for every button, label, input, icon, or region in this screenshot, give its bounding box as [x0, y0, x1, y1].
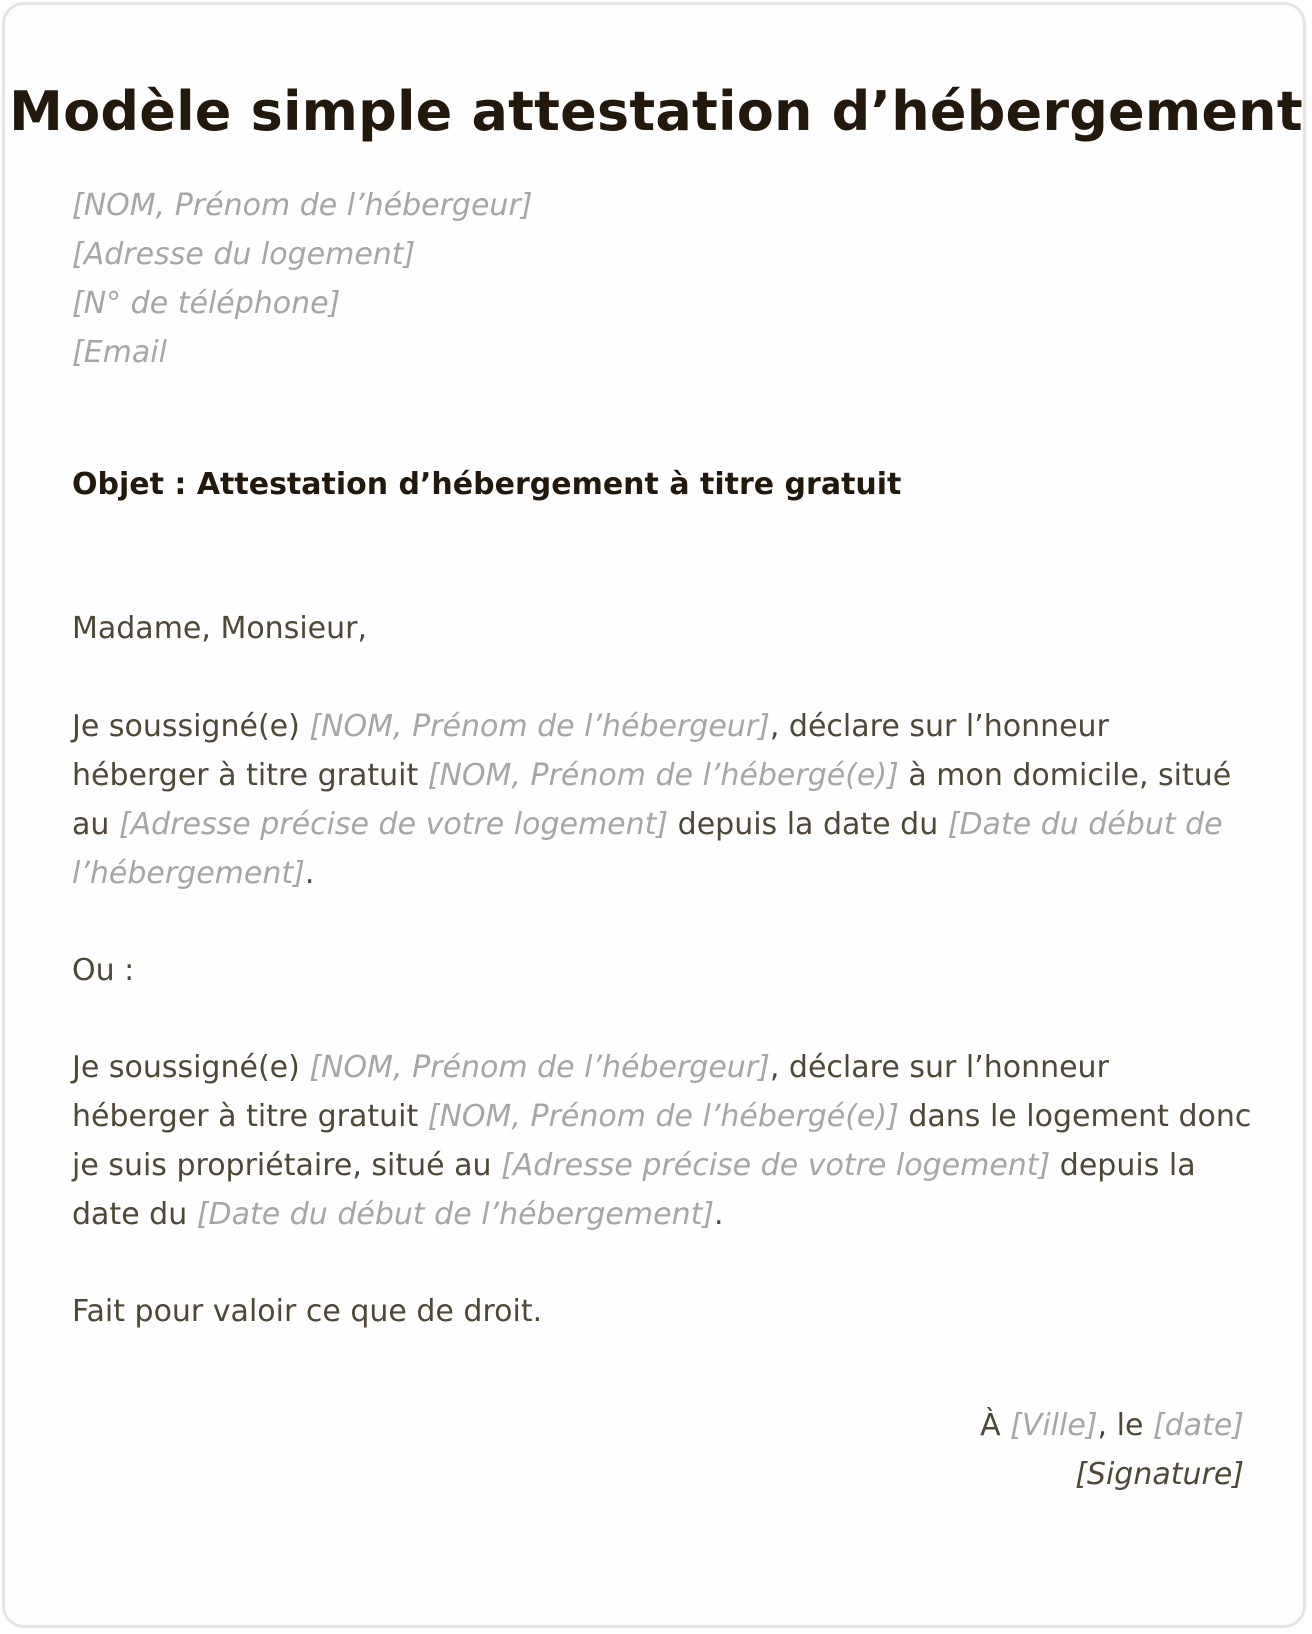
text: héberger à titre gratuit — [72, 758, 428, 793]
text: je suis propriétaire, situé au — [72, 1148, 502, 1183]
text: dans le logement donc — [898, 1099, 1252, 1134]
sender-phone-placeholder: [N° de téléphone] — [72, 286, 341, 321]
paragraph2-line3 — [72, 1148, 1196, 1183]
sender-name-placeholder: [NOM, Prénom de l’hébergeur] — [72, 188, 533, 223]
text: . — [304, 856, 315, 891]
text: , déclare sur l’honneur — [769, 1050, 1109, 1085]
host-name-placeholder: [NOM, Prénom de l’hébergeur] — [309, 709, 770, 744]
start-date-placeholder-cont: l’hébergement] — [72, 856, 305, 891]
text: À — [980, 1408, 1011, 1443]
subject-line: Objet : Attestation d’hébergement à titre gratuit — [72, 467, 902, 502]
document-title: Modèle simple attestation d’hébergement — [9, 80, 1303, 143]
paragraph1-line4 — [72, 856, 314, 891]
paragraph2-line4 — [72, 1197, 724, 1232]
closing-line: Fait pour valoir ce que de droit. — [72, 1294, 543, 1329]
text: depuis la — [1050, 1148, 1196, 1183]
text: héberger à titre gratuit — [72, 1099, 428, 1134]
start-date-placeholder: [Date du début de — [947, 807, 1223, 842]
or-label: Ou : — [72, 953, 135, 988]
text: , déclare sur l’honneur — [769, 709, 1109, 744]
salutation: Madame, Monsieur, — [72, 611, 368, 646]
sender-email-placeholder: [Email — [72, 335, 167, 370]
signature-placeholder: [Signature] — [1075, 1457, 1244, 1492]
paragraph1-line1 — [72, 709, 1109, 744]
place-date-line — [980, 1408, 1244, 1443]
text: Je soussigné(e) — [72, 709, 310, 744]
address-placeholder: [Adresse précise de votre logement] — [118, 807, 669, 842]
guest-name-placeholder: [NOM, Prénom de l’hébergé(e)] — [427, 1099, 899, 1134]
sender-address-placeholder: [Adresse du logement] — [72, 237, 416, 272]
text: Je soussigné(e) — [72, 1050, 310, 1085]
date-placeholder: [date] — [1152, 1408, 1244, 1443]
text: depuis la date du — [668, 807, 948, 842]
paragraph1-line3 — [72, 807, 1223, 842]
guest-name-placeholder: [NOM, Prénom de l’hébergé(e)] — [427, 758, 899, 793]
paragraph2-line1 — [72, 1050, 1109, 1085]
host-name-placeholder: [NOM, Prénom de l’hébergeur] — [309, 1050, 770, 1085]
text: , le — [1097, 1408, 1153, 1443]
text: à mon domicile, situé — [898, 758, 1232, 793]
text: date du — [72, 1197, 197, 1232]
text: au — [72, 807, 119, 842]
text: . — [714, 1197, 724, 1232]
start-date-placeholder: [Date du début de l’hébergement] — [196, 1197, 715, 1232]
paragraph1-line2 — [72, 758, 1231, 793]
address-placeholder: [Adresse précise de votre logement] — [501, 1148, 1051, 1183]
paragraph2-line2 — [72, 1099, 1251, 1134]
city-placeholder: [Ville] — [1010, 1408, 1098, 1443]
